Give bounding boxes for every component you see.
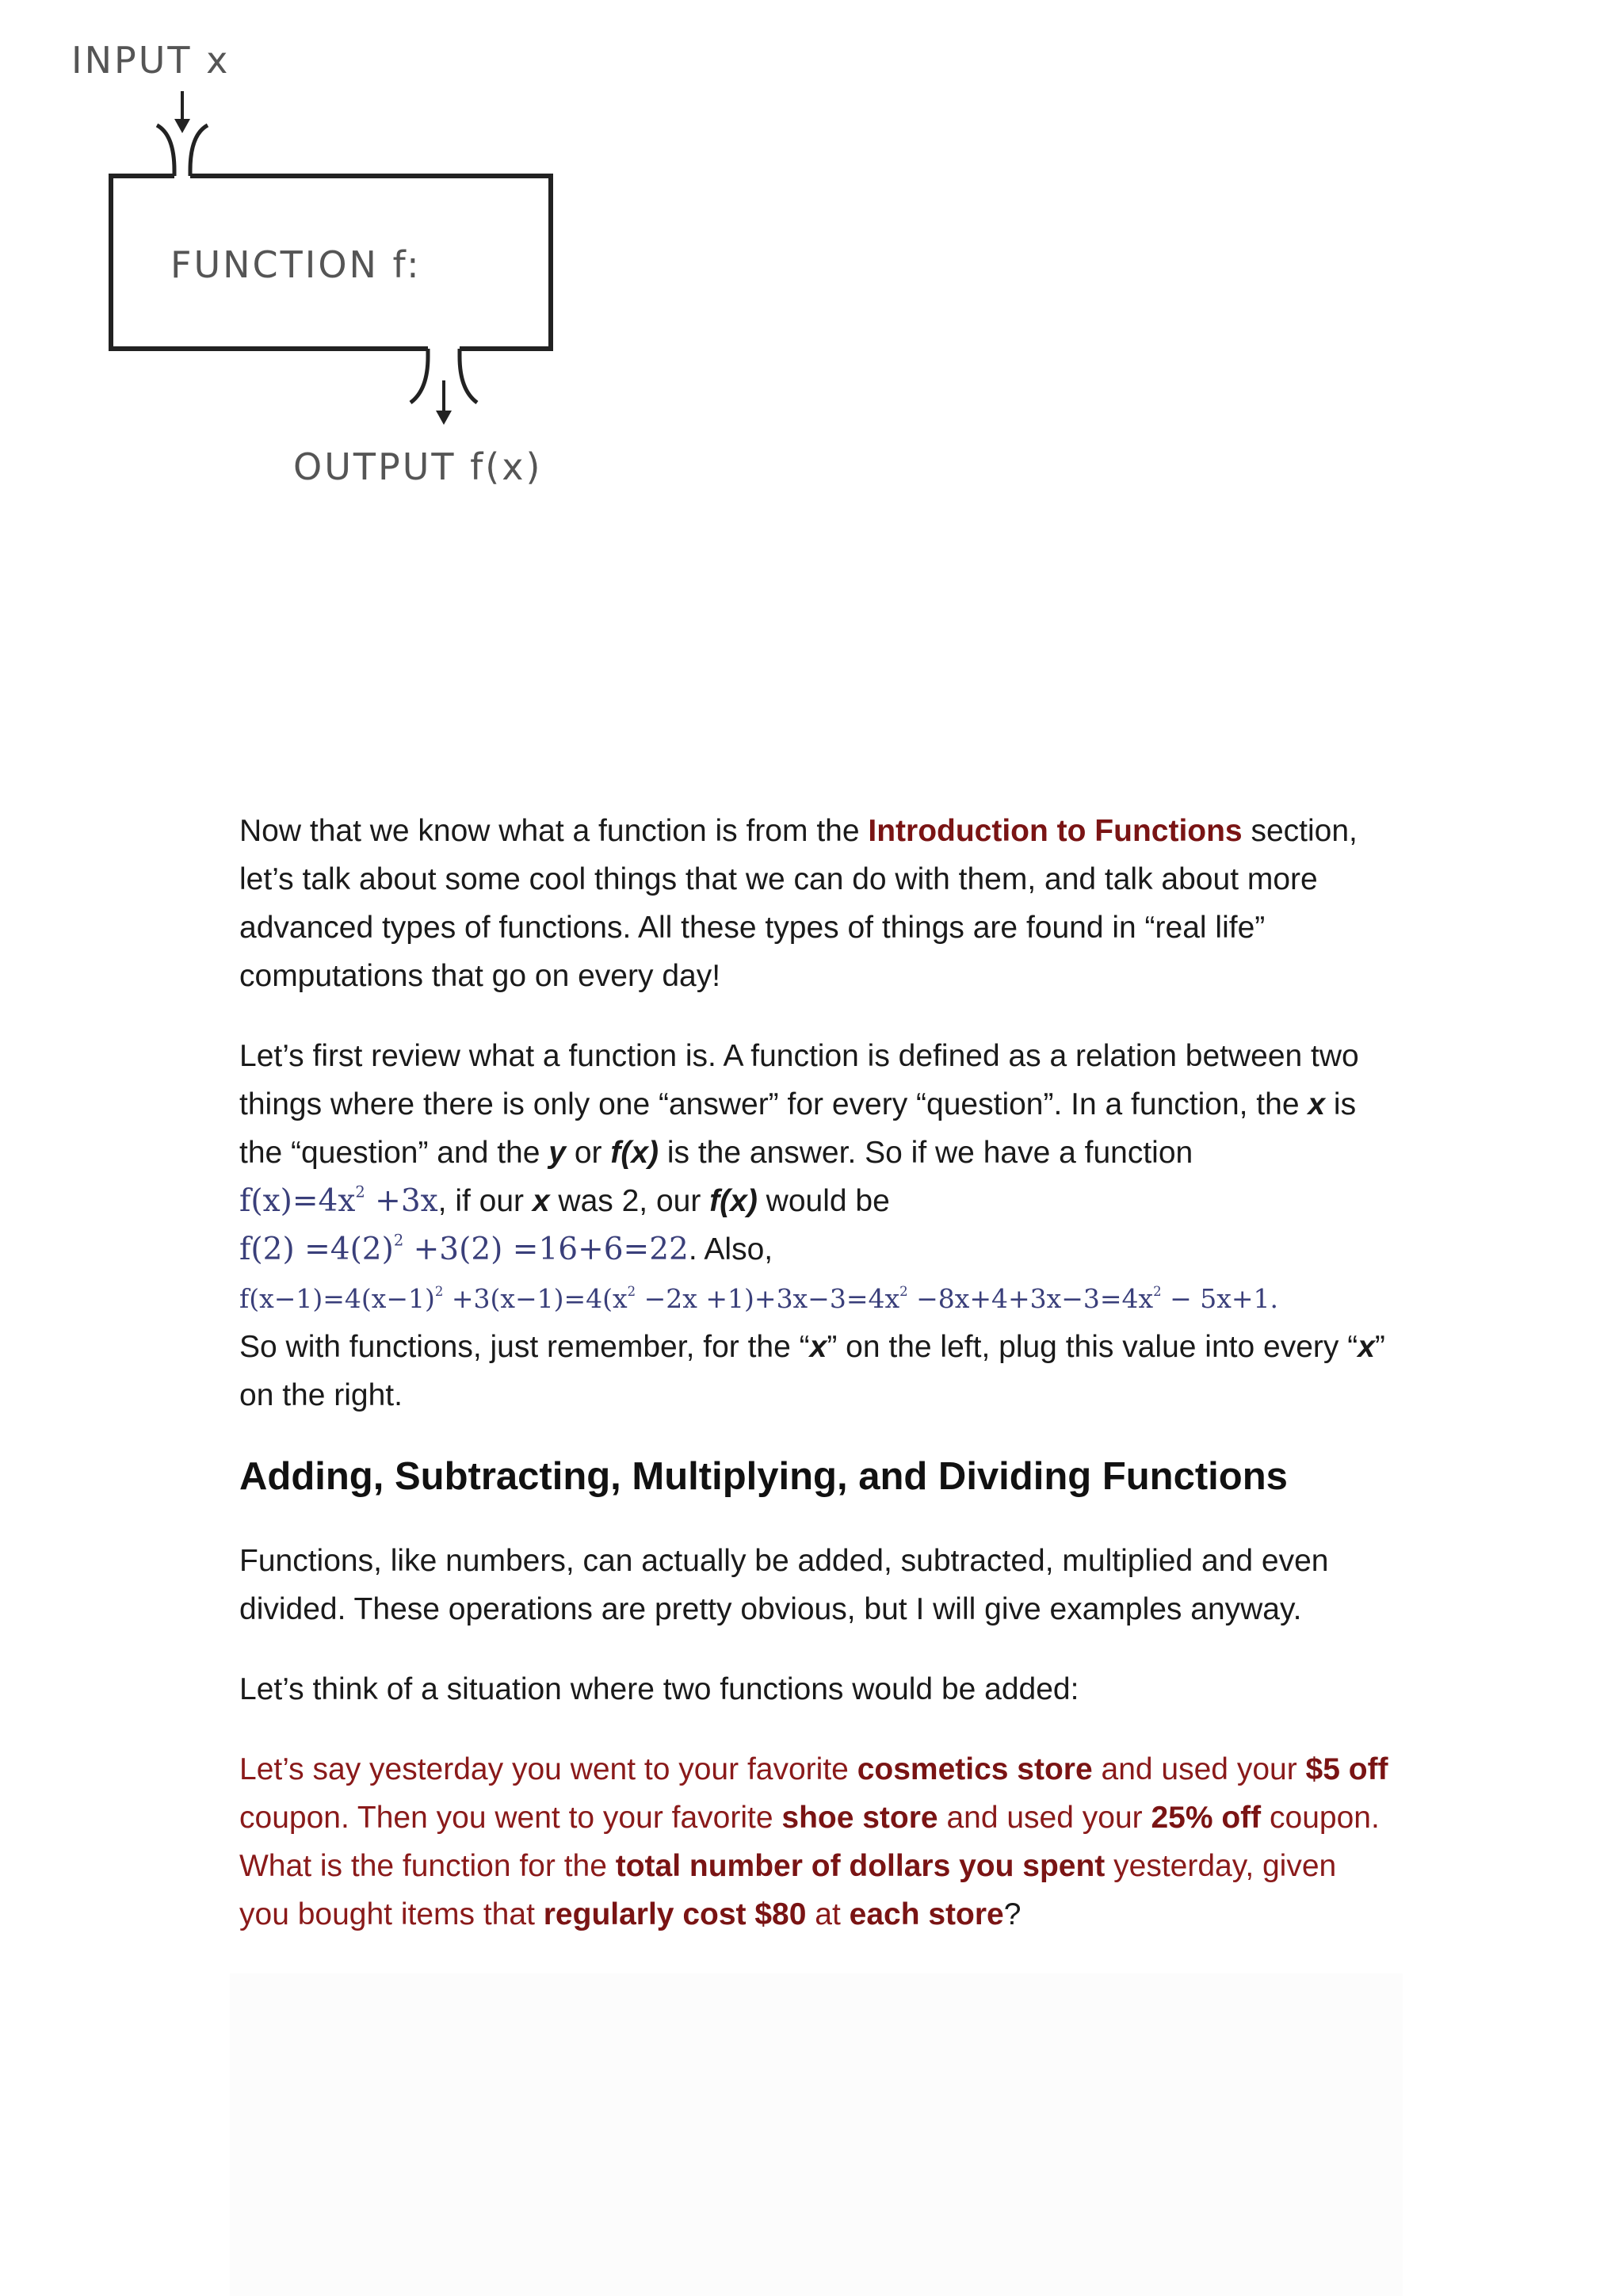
text-span: and used your	[938, 1801, 1151, 1835]
text-span: coupon. Then you went to your favorite	[239, 1801, 782, 1835]
var-fx: f(x)	[709, 1184, 758, 1218]
eq-part: −8x+4+3x−3=4x	[907, 1283, 1154, 1314]
output-funnel-right	[460, 349, 477, 403]
output-funnel-left	[411, 349, 428, 403]
introduction-to-functions-link[interactable]: Introduction to Functions	[868, 814, 1243, 848]
function-machine-svg	[63, 32, 666, 507]
eq-part: f(x−1)=4(x−1)	[239, 1283, 435, 1314]
output-label: OUTPUT f(x)	[293, 445, 543, 488]
eq-exponent: 2	[393, 1231, 404, 1250]
text-span: would be	[757, 1184, 890, 1218]
intro-paragraph	[239, 807, 1388, 1000]
word-problem-paragraph	[239, 1745, 1388, 1939]
output-arrowhead-icon	[436, 411, 452, 425]
text-span: Now that we know what a function is from the	[239, 814, 869, 848]
situation-paragraph: Let’s think of a situation where two functions would be added:	[239, 1672, 1079, 1706]
faded-bottom-region	[230, 1973, 1403, 2296]
operations-paragraph: Functions, like numbers, can actually be added, subtracted, multiplied and even divided. These operations are pretty obvious, but I will give examples anyway.	[239, 1544, 1329, 1626]
text-span: . Also,	[688, 1232, 773, 1266]
eq-part: f(x)=4x	[239, 1183, 356, 1219]
text-span: coupon. What is the function for the	[239, 1801, 1380, 1883]
bold-term: each store	[849, 1897, 1004, 1931]
var-x: x	[809, 1330, 827, 1364]
text-span: was 2, our	[549, 1184, 710, 1218]
input-funnel-right	[190, 125, 208, 176]
bold-term: shoe store	[781, 1801, 938, 1835]
eq-part: +3(2) =16+6=22	[403, 1232, 689, 1267]
eq-part: f(2) =4(2)	[239, 1232, 394, 1267]
eq-exponent: 2	[899, 1284, 908, 1300]
input-funnel-left	[157, 125, 174, 176]
equation-1	[239, 1183, 438, 1219]
section-heading: Adding, Subtracting, Multiplying, and Dividing Functions	[239, 1455, 1288, 1498]
text-span: is the “question” and the	[239, 1087, 1357, 1170]
bold-term: cosmetics store	[857, 1752, 1093, 1786]
eq-exponent: 2	[355, 1182, 365, 1201]
var-x: x	[1308, 1087, 1326, 1121]
text-span: and used your	[1092, 1752, 1306, 1786]
bold-term: total number of dollars you spent	[615, 1849, 1106, 1883]
review-paragraph	[239, 1032, 1388, 1419]
var-y: y	[548, 1136, 566, 1170]
eq-exponent: 2	[1153, 1284, 1162, 1300]
bold-term: 25% off	[1151, 1801, 1262, 1835]
text-span: ” on the left, plug this value into every “	[827, 1330, 1358, 1364]
text-span: So with functions, just remember, for the “	[239, 1330, 810, 1364]
eq-exponent: 2	[434, 1284, 444, 1300]
text-span: Let’s say yesterday you went to your favorite	[239, 1752, 857, 1786]
text-span: section, let’s talk about some cool things that we can do with them, and talk about more advanced types of functions. All these types of things are found in “real life” computations that go on every day!	[239, 814, 1358, 993]
text-span: ” on the right.	[239, 1330, 1385, 1412]
text-span: at	[806, 1897, 850, 1931]
eq-part: −2x +1)+3x−3=4x	[636, 1283, 900, 1314]
equation-3	[239, 1283, 1278, 1314]
function-label: FUNCTION f:	[170, 243, 422, 286]
text-span: Let’s first review what a function is. A function is defined as a relation between two things where there is only one “answer” for every “question”. In a function, the	[239, 1039, 1359, 1121]
text-span: ?	[1003, 1897, 1022, 1931]
eq-part: +3(x−1)=4(x	[443, 1283, 628, 1314]
bold-term: regularly cost $80	[543, 1897, 807, 1931]
var-x: x	[532, 1184, 550, 1218]
document-body	[239, 807, 1388, 1939]
text-span: is the answer. So if we have a function	[659, 1136, 1193, 1170]
input-arrowhead-icon	[174, 119, 190, 133]
text-span: , if our	[437, 1184, 533, 1218]
text-span: yesterday, given you bought items that	[239, 1849, 1337, 1931]
text-span: or	[565, 1136, 611, 1170]
var-x: x	[1358, 1330, 1375, 1364]
input-label: INPUT x	[71, 39, 231, 82]
eq-part: +3x	[365, 1183, 438, 1219]
function-machine-diagram	[63, 32, 666, 507]
bold-term: $5 off	[1305, 1752, 1388, 1786]
var-fx: f(x)	[610, 1136, 659, 1170]
eq-part: − 5x+1.	[1161, 1283, 1279, 1314]
eq-exponent: 2	[627, 1284, 636, 1300]
equation-2	[239, 1232, 689, 1267]
